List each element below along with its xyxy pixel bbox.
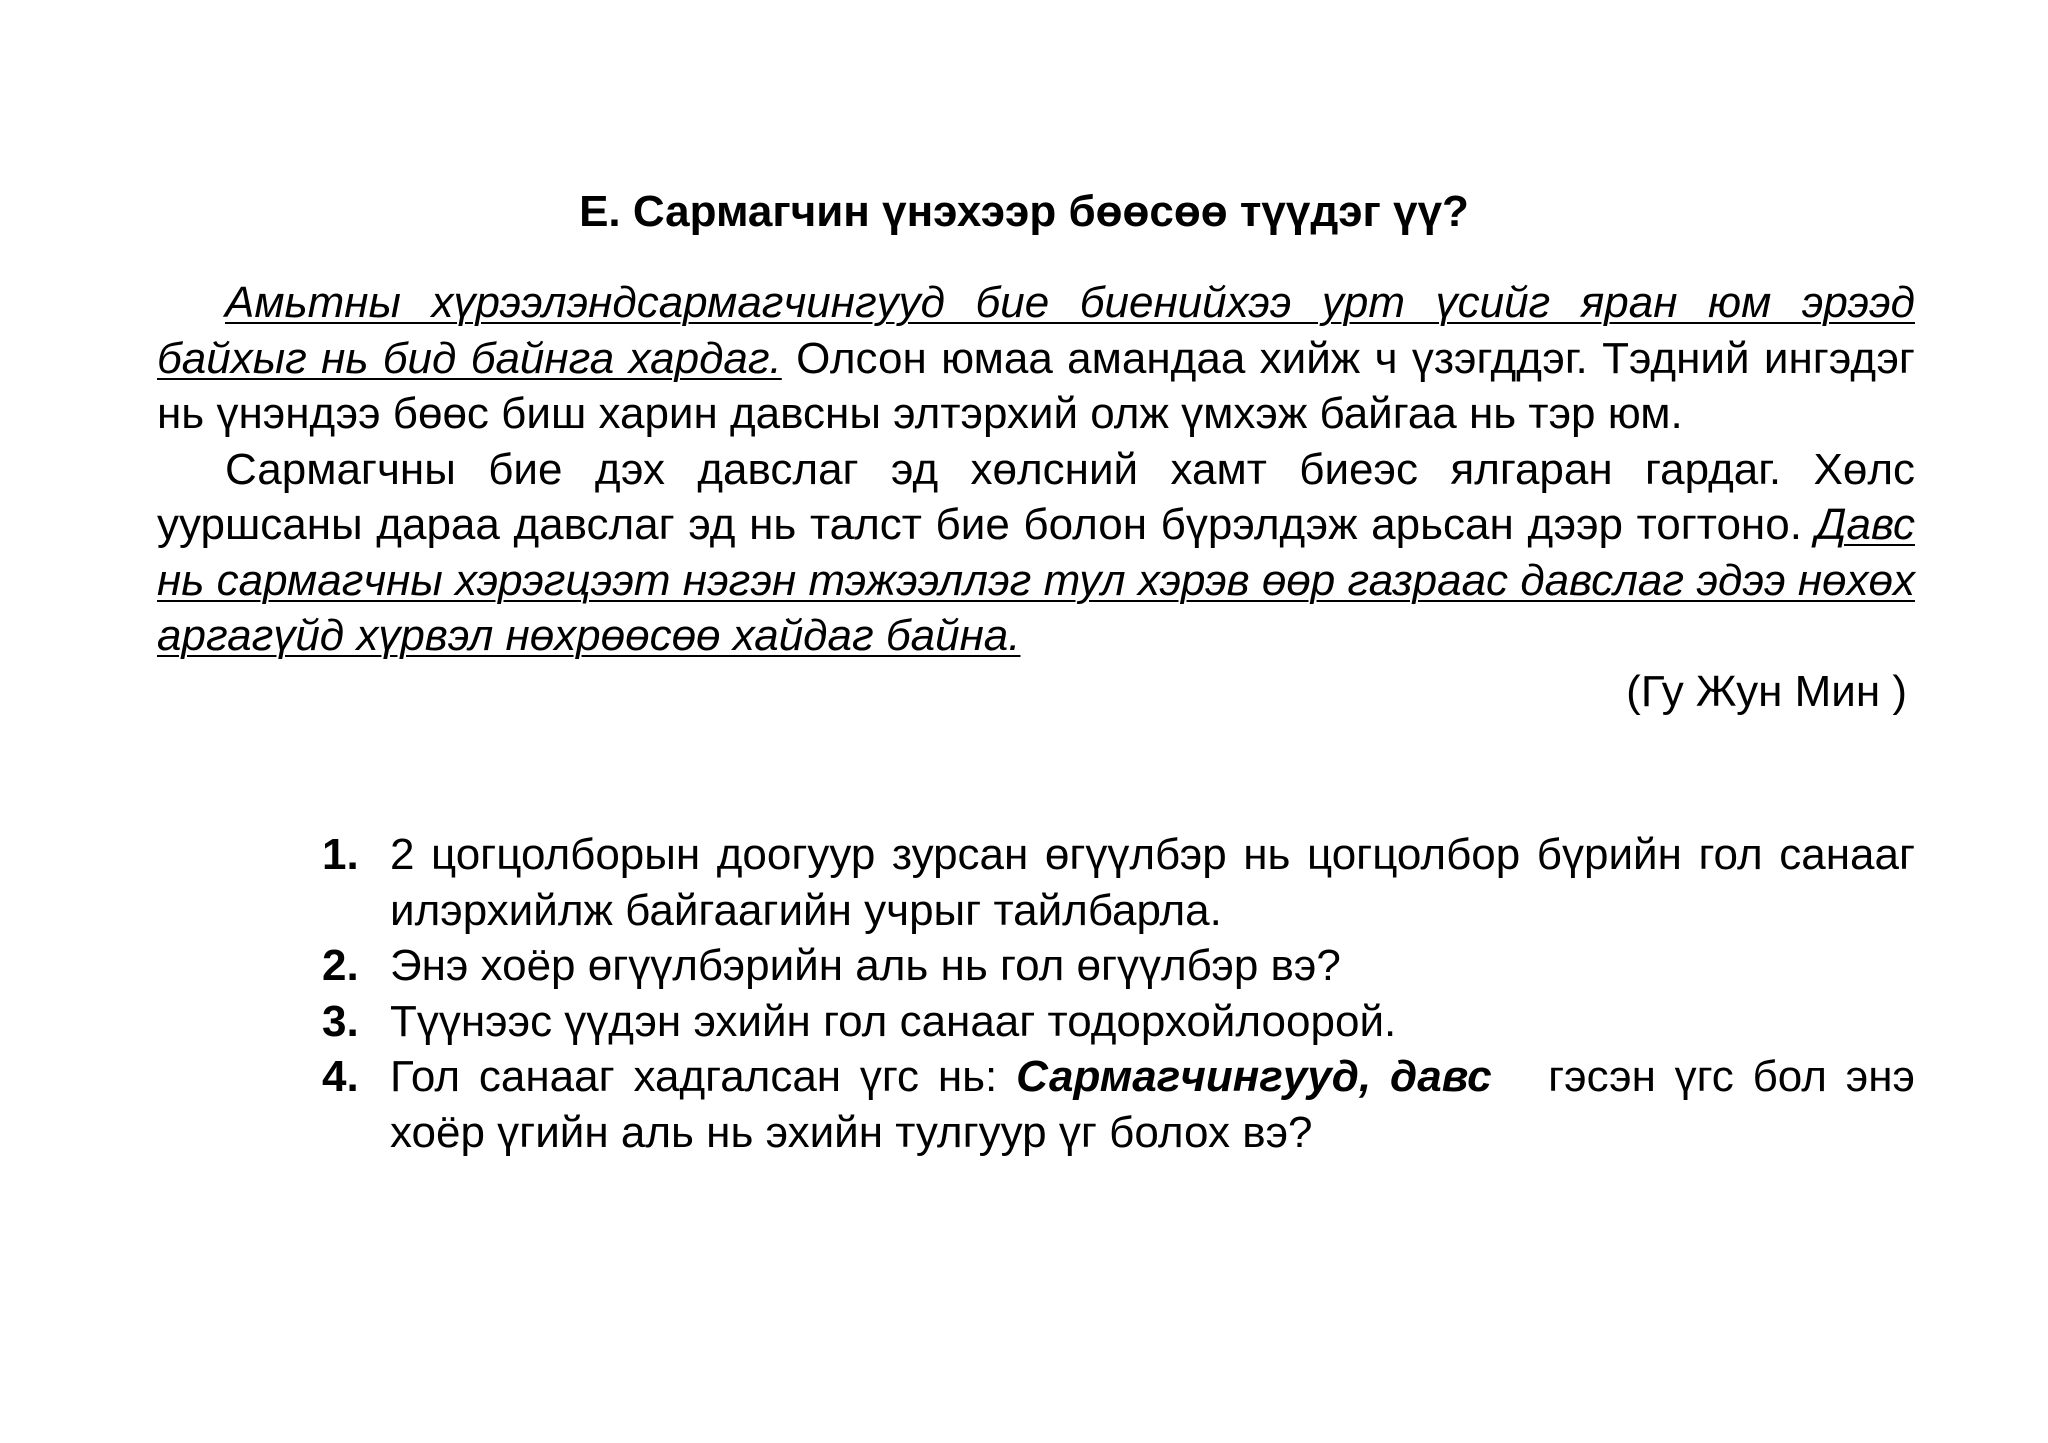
paragraph-1-body: Олсон юмаа амандаа хийж ч үзэгддэг. Тэдний ингэдэг нь үнэндээ бөөс биш харин давсны элтэрхий олж үмхэж байгаа нь тэр юм. bbox=[157, 333, 1915, 438]
question-number: 4. bbox=[322, 1052, 359, 1101]
paragraph-2-body: Сармагчны бие дэх давслаг эд хөлсний хамт биеэс ялгаран гардаг. Хөлс ууршсаны дараа давслаг эд нь талст бие болон бүрэлдэж арьсан дээр тогтоно. bbox=[157, 444, 1915, 549]
question-number: 2. bbox=[322, 941, 359, 990]
paragraph-1 bbox=[157, 275, 1915, 442]
author-attribution: (Гу Жун Мин ) bbox=[1626, 666, 1907, 716]
question-number: 1. bbox=[322, 830, 359, 879]
reading-passage bbox=[157, 275, 1915, 719]
question-text: Энэ хоёр өгүүлбэрийн аль нь гол өгүүлбэр вэ? bbox=[390, 941, 1341, 990]
question-keywords: Сармагчингууд, давс bbox=[1016, 1052, 1492, 1101]
question-text-before: Гол санааг хадгалсан үгс нь: bbox=[390, 1052, 1017, 1101]
question-list bbox=[322, 827, 1928, 1160]
question-number: 3. bbox=[322, 996, 359, 1046]
main-idea-sentence-1: Амьтны хүрээлэндсармагчингууд бие биенийхээ урт үсийг яран юм эрээд байхыг нь бид байнга хардаг. bbox=[157, 278, 1915, 383]
page-title: Е. Сармагчин үнэхээр бөөсөө түүдэг үү? bbox=[579, 187, 1469, 236]
question-item bbox=[322, 1049, 1928, 1160]
question-item bbox=[322, 994, 1915, 1050]
question-text: 2 цогцолборын доогуур зурсан өгүүлбэр нь цогцолбор бүрийн гол санааг илэрхийлж байгаагийн учрыг тайлбарла. bbox=[390, 830, 1915, 935]
question-text-after: гэсэн үгс бол энэ хоёр үгийн аль нь эхийн тулгуур үг болох вэ? bbox=[390, 1052, 1928, 1157]
question-item bbox=[322, 827, 1915, 938]
paragraph-2 bbox=[157, 442, 1915, 664]
main-idea-sentence-2: Давс нь сармагчны хэрэгцээт нэгэн тэжээллэг тул хэрэв өөр газраас давслаг эдээ нөхөх аргагүйд хүрвэл нөхрөөсөө хайдаг байна. bbox=[157, 500, 1915, 660]
question-text: Түүнээс үүдэн эхийн гол санааг тодорхойлоорой. bbox=[390, 996, 1397, 1046]
question-item bbox=[322, 938, 1915, 994]
